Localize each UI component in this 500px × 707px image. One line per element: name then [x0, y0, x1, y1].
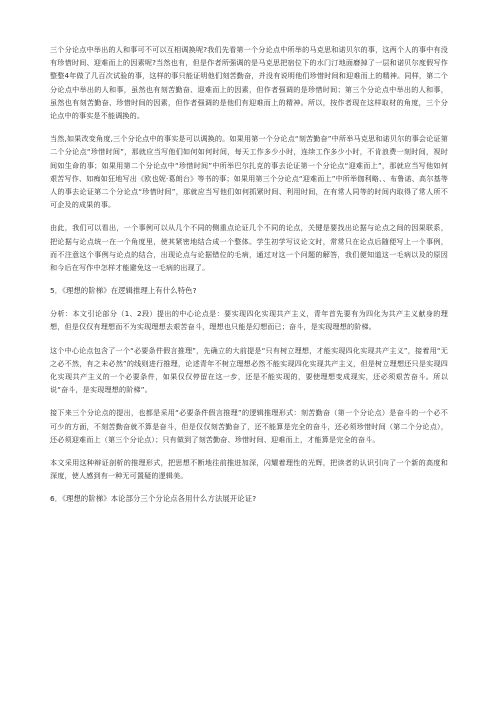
paragraph-necessary-condition: 这个中心论点包含了一个“必要条件假言推理”，先确立的大前提是“只有树立理想，才能实现四化实现共产主义”，接着用“无之必不然，有之未必然”的线则进行推理，论述青年不树立理想必然不能实现四化实现共产主义，但是树立理想还只是实现四化实现共产主义的一个必要条件，如果仅仅停留在这一步，还是不能实现的，要使理想变成现实，还必须艰苦奋斗。所以说“奋斗，是实现理想的阶梯”。: [50, 345, 448, 395]
question-5-heading: 5．《理想的阶梯》在逻辑推理上有什么特色?: [50, 286, 197, 296]
paragraph-dialectic: 本文采用这种辩证剖析的推理形式，把思想不断地往前推进加深，闪耀着理性的光辉，把读者的认识引向了一个新的高度和深度，使人感到有一种无可置疑的逻辑美。: [50, 458, 448, 481]
paragraph-conclusion: 由此，我们可以看出，一个事例可以从几个不同的侧重点论证几个不同的论点，关键是要找出论据与论点之间的因果联系，把论据与论点统一在一个角度里，使其紧密地结合成一个整体。学生初学写议论文时，常常只在论点后随便写上一个事例，而不注意这个事例与论点的结合，出现论点与论据错位的毛病，通过对这一个问题的解答，我们便知道这一毛病以及的原因和今后在写作中怎样才能避免这一毛病的出现了。: [50, 223, 448, 273]
document-page: [50, 43, 448, 515]
paragraph-analysis-central-thesis: 分析：本文引论部分（1、2段）提出的中心论点是：要实现四化实现共产主义，青年首先要有为四化为共产主义献身的理想，但是仅仅有理想而不为实现理想去艰苦奋斗，理想也只能是幻想而已；奋斗，是实现理想的阶梯。: [50, 309, 448, 332]
question-6-heading: 6．《理想的阶梯》本论部分三个分论点各用什么方法展开论证?: [50, 494, 257, 504]
paragraph-sub-arguments: 接下来三个分论点的提出，也都是采用“必要条件假言推理”的逻辑推理形式：刻苦勤奋（第一个分论点）是奋斗的一个必不可少的方面，不刻苦勤奋就不算是奋斗，但是仅仅刻苦勤奋了，还不能算是完全的奋斗，还必须珍惜时间（第二个分论点），还必须迎难而上（第三个分论点）；只有做到了刻苦勤奋、珍惜时间、迎难而上，才能算是完全的奋斗。: [50, 408, 448, 444]
paragraph-changing-angle: 当然,如果改变角度,三个分论点中的事实是可以调换的。如果用第一个分论点“刻苦勤奋”中所举马克思和诺贝尔的事会论证第二个分论点“珍惜时间”，那就应当写他们如何如何时间，每天工作多少小时，连续工作多少小时，不肯浪费一刻时间，视时间如生命的事；如果用第二个分论点中“珍惜时间”中所举巴尔扎克的事去论证第一个分论点“迎难而上”，那就应当写他如何艰苦写作、如痴如狂地写出《欧也妮·葛朗台》等书的事；如果用第三个分论点“迎难而上”中所举伽利略、、布鲁诺、高尔基等人的事去论证第二个分论点“珍惜时间”，那就应当写他们如何抓紧时间、利用时间，在有常人同等的时间内取得了常人所不可企及的成果的事。: [50, 134, 448, 210]
paragraph-interchangeability: 三个分论点中举出的人和事可不可以互相调换呢?我们先看第一个分论点中所举的马克思和诺贝尔的事，这两个人的事中有没有珍惜时间、迎难而上的因素呢?当然也有，但是作者所强调的是马克思把宿位下的水门汀地面磨掉了一层和诺贝尔度假写作整整4年做了几百次试验的事，这样的事只能证明他们刻苦勤奋，并没有说明他们珍惜时间和迎难而上的精神。同样，第二个分论点中举出的人和事，虽然也有刻苦勤奋、迎难而上的因素，但作者强调的是珍惜时间；第三个分论点中举出的人和事，虽然也有刻苦勤奋、珍惜时间的因素，但作者强调的是他们有迎难而上的精神。所以，按作者现在这样取材的角度，三个分论点中的事实是不能调换的。: [50, 45, 448, 121]
